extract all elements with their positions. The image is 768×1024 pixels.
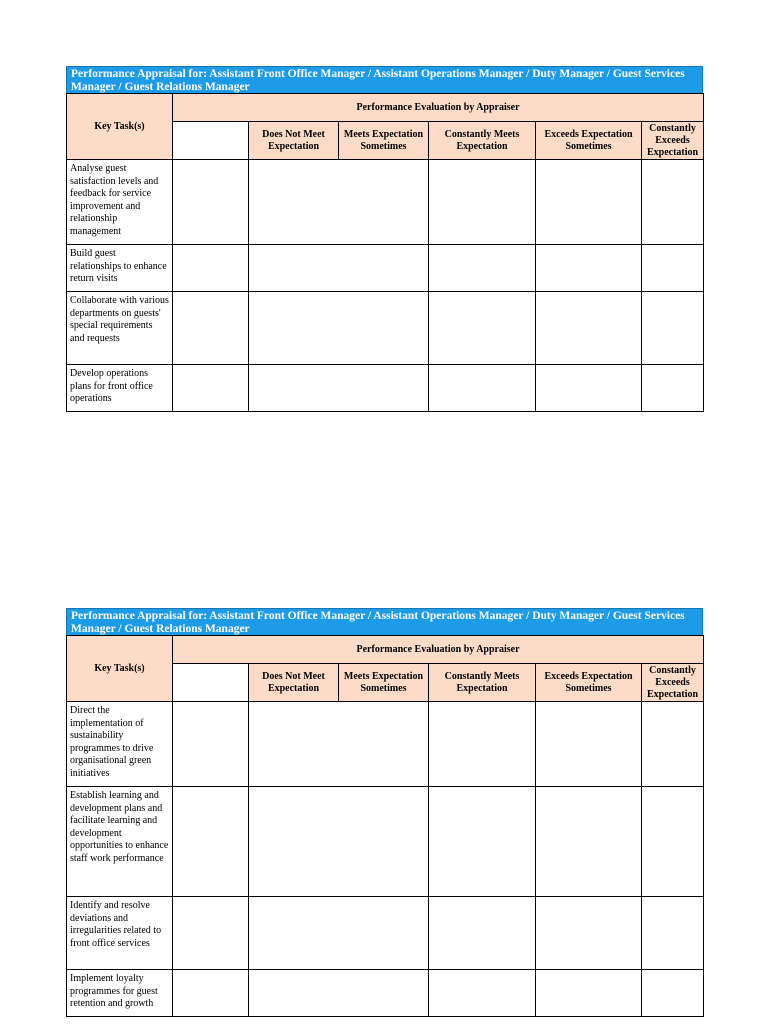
rating-cell[interactable] — [536, 245, 642, 292]
appraisal-grid — [66, 93, 704, 412]
rating-cell[interactable] — [173, 245, 249, 292]
rating-cell[interactable] — [173, 970, 249, 1017]
appraisal-grid — [66, 635, 704, 1017]
rating-cell[interactable] — [249, 787, 429, 897]
key-task: Direct the implementation of sustainability programmes to drive organisational green initiatives — [67, 702, 173, 787]
table-row — [67, 245, 704, 292]
rating-header-exceeds-sometimes: Exceeds Expectation Sometimes — [536, 122, 642, 160]
rating-cell[interactable] — [429, 787, 536, 897]
rating-cell[interactable] — [429, 245, 536, 292]
table-row — [67, 787, 704, 897]
key-task: Develop operations plans for front office operations — [67, 365, 173, 412]
rating-cell[interactable] — [642, 970, 704, 1017]
rating-cell[interactable] — [429, 702, 536, 787]
rating-cell[interactable] — [642, 292, 704, 365]
rating-cell[interactable] — [249, 702, 429, 787]
rating-header-constantly-meets: Constantly Meets Expectation — [429, 664, 536, 702]
key-task: Identify and resolve deviations and irregularities related to front office services — [67, 897, 173, 970]
appraisal-title: Performance Appraisal for: Assistant Front Office Manager / Assistant Operations Manager / Duty Manager / Guest Services Manager / Guest Relations Manager — [66, 608, 703, 635]
table-row — [67, 702, 704, 787]
rating-header-meets-sometimes: Meets Expectation Sometimes — [339, 122, 429, 160]
evaluation-header: Performance Evaluation by Appraiser — [173, 636, 704, 664]
rating-cell[interactable] — [642, 245, 704, 292]
rating-cell[interactable] — [536, 897, 642, 970]
rating-header-meets-sometimes: Meets Expectation Sometimes — [339, 664, 429, 702]
rating-cell[interactable] — [429, 160, 536, 245]
key-task: Analyse guest satisfaction levels and feedback for service improvement and relationship management — [67, 160, 173, 245]
table-row — [67, 292, 704, 365]
rating-cell[interactable] — [249, 160, 429, 245]
rating-header-exceeds-sometimes: Exceeds Expectation Sometimes — [536, 664, 642, 702]
appraisal-title: Performance Appraisal for: Assistant Front Office Manager / Assistant Operations Manager / Duty Manager / Guest Services Manager / Guest Relations Manager — [66, 66, 703, 93]
table-row — [67, 970, 704, 1017]
rating-cell[interactable] — [173, 292, 249, 365]
rating-cell[interactable] — [642, 702, 704, 787]
rating-cell[interactable] — [249, 365, 429, 412]
rating-cell[interactable] — [642, 365, 704, 412]
rating-cell[interactable] — [536, 292, 642, 365]
rating-cell[interactable] — [429, 897, 536, 970]
rating-cell[interactable] — [249, 897, 429, 970]
key-tasks-header: Key Task(s) — [67, 636, 173, 702]
rating-cell[interactable] — [249, 292, 429, 365]
rating-cell[interactable] — [173, 787, 249, 897]
rating-cell[interactable] — [173, 702, 249, 787]
appraisal-table-1 — [66, 66, 703, 412]
rating-cell[interactable] — [536, 160, 642, 245]
rating-header-constantly-exceeds: Constantly Exceeds Expectation — [642, 122, 704, 160]
rating-cell[interactable] — [249, 245, 429, 292]
rating-cell[interactable] — [642, 160, 704, 245]
table-row — [67, 365, 704, 412]
key-tasks-header: Key Task(s) — [67, 94, 173, 160]
rating-cell[interactable] — [173, 365, 249, 412]
blank-header-cell — [173, 122, 249, 160]
table-row — [67, 897, 704, 970]
rating-cell[interactable] — [429, 970, 536, 1017]
key-task: Build guest relationships to enhance return visits — [67, 245, 173, 292]
rating-cell[interactable] — [642, 897, 704, 970]
rating-header-constantly-exceeds: Constantly Exceeds Expectation — [642, 664, 704, 702]
rating-cell[interactable] — [536, 365, 642, 412]
blank-header-cell — [173, 664, 249, 702]
rating-cell[interactable] — [536, 787, 642, 897]
rating-cell[interactable] — [173, 160, 249, 245]
evaluation-header: Performance Evaluation by Appraiser — [173, 94, 704, 122]
rating-cell[interactable] — [249, 970, 429, 1017]
rating-cell[interactable] — [429, 365, 536, 412]
key-task: Implement loyalty programmes for guest retention and growth — [67, 970, 173, 1017]
key-task: Collaborate with various departments on guests' special requirements and requests — [67, 292, 173, 365]
rating-header-constantly-meets: Constantly Meets Expectation — [429, 122, 536, 160]
key-task: Establish learning and development plans and facilitate learning and development opportunities to enhance staff work performance — [67, 787, 173, 897]
rating-header-does-not-meet: Does Not Meet Expectation — [249, 122, 339, 160]
rating-cell[interactable] — [536, 970, 642, 1017]
rating-cell[interactable] — [642, 787, 704, 897]
rating-cell[interactable] — [429, 292, 536, 365]
rating-cell[interactable] — [536, 702, 642, 787]
rating-cell[interactable] — [173, 897, 249, 970]
appraisal-table-2 — [66, 608, 703, 1017]
table-row — [67, 160, 704, 245]
rating-header-does-not-meet: Does Not Meet Expectation — [249, 664, 339, 702]
